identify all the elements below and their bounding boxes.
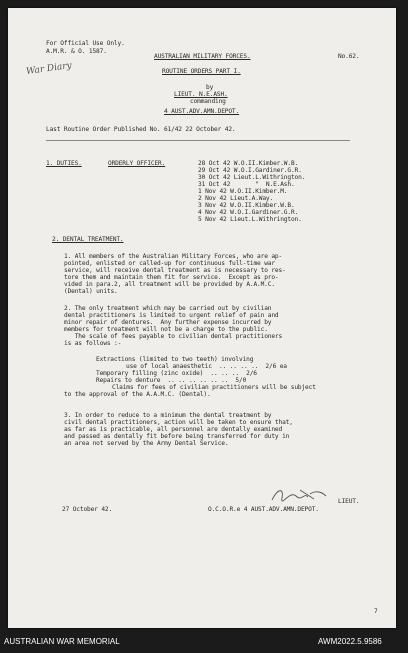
roster-row: 5 Nov 42 Lieut.L.Withrington. (198, 216, 302, 223)
text-line: and passed as dentally fit before being transferred for duty in (64, 433, 290, 440)
force-title: AUSTRALIAN MILITARY FORCES. (154, 53, 251, 60)
text-line: pointed, enlisted or called-up for continuous full-time war (64, 260, 275, 267)
page-mark: 7 (374, 608, 378, 615)
by-line: by (206, 84, 214, 91)
text-line: (Dental) units. (64, 288, 118, 295)
roster-row: 2 Nov 42 Lieut.A.Way. (198, 195, 274, 202)
issue-date: 27 October 42. (62, 506, 113, 513)
roster-row: 31 Oct 42 " N.E.Ash. (198, 181, 295, 188)
roster-row: 4 Nov 42 W.O.I.Gardiner.G.R. (198, 209, 299, 216)
signature-unit: O.C.O.R.e 4 AUST.ADV.AMN.DEPOT. (208, 506, 319, 513)
signature (270, 484, 330, 506)
classification-line: For Official Use Only. (46, 40, 125, 47)
officer-name: LIEUT. N.E.ASH. (174, 91, 228, 98)
archive-caption: AUSTRALIAN WAR MEMORIAL (4, 637, 120, 646)
text-line: an area not served by the Army Dental Service. (64, 440, 229, 447)
roster-row: 3 Nov 42 W.O.II.Kimber.W.B. (198, 202, 295, 209)
commanding-line: commanding (190, 98, 226, 105)
section-duties-heading: 1. DUTIES. (46, 160, 82, 167)
document-page (8, 8, 396, 628)
roster-row: 30 Oct 42 Lieut.L.Withrington. (198, 174, 306, 181)
fee-line: Extractions (limited to two teeth) involving (96, 356, 254, 363)
fee-line: Claims for fees of civilian practitioners will be subject (112, 384, 316, 391)
text-line: dental practitioners is limited to urgent relief of pain and (64, 312, 279, 319)
document-title: ROUTINE ORDERS PART I. (162, 68, 241, 75)
text-line: as far as is practicable, all personnel are dentally examined (64, 426, 283, 433)
signature-rank: LIEUT. (338, 498, 360, 505)
roster-row: 28 Oct 42 W.O.II.Kimber.W.B. (198, 160, 299, 167)
text-line: 3. In order to reduce to a minimum the dental treatment by (64, 412, 272, 419)
fee-line: use of local anaesthetic .. .. .. .. 2/6 ea (126, 363, 287, 370)
section-dental-heading: 2. DENTAL TREATMENT. (52, 236, 124, 243)
reference-line: A.M.R. & O. 1587. (46, 48, 107, 55)
order-number: No.62. (338, 53, 360, 60)
roster-row: 1 Nov 42 W.O.II.Kimber.M. (198, 188, 288, 195)
text-line: service, will receive dental treatment as is necessary to res- (64, 267, 286, 274)
text-line: civil dental practitioners, action will be taken to ensure that, (64, 419, 293, 426)
archive-reference: AWM2022.5.9586 (318, 637, 382, 646)
last-order-line: Last Routine Order Published No. 61/42 22 October 42. (46, 126, 236, 133)
text-line: members for treatment will not be a charge to the public. (64, 326, 268, 333)
text-line: 1. All members of the Australian Military Forces, who are ap- (64, 253, 283, 260)
fee-line: to the approval of the A.A.M.C. (Dental). (64, 391, 211, 398)
handwritten-annotation: War Diary (25, 60, 73, 78)
text-line: is as follows :- (64, 340, 122, 347)
fee-line: Temporary filling (zinc oxide) .. .. .. 2/6 (96, 370, 257, 377)
orderly-officer-heading: ORDERLY OFFICER. (108, 160, 166, 167)
text-line: The scale of fees payable to civilian dental practitioners (64, 333, 283, 340)
roster-row: 29 Oct 42 W.O.I.Gardiner.G.R. (198, 167, 302, 174)
unit-name: 4 AUST.ADV.AMN.DEPOT. (164, 108, 240, 115)
text-line: vided in para.2, all treatment will be provided by A.A.M.C. (64, 281, 275, 288)
fee-line: Repairs to denture .. .. .. .. .. .. 5/0 (96, 377, 247, 384)
text-line: 2. The only treatment which may be carried out by civilian (64, 305, 272, 312)
text-line: tore them and maintain them fit for service. Except as pro- (64, 274, 279, 281)
divider (46, 140, 350, 141)
text-line: minor repair of dentures. Any further expense incurred by (64, 319, 272, 326)
